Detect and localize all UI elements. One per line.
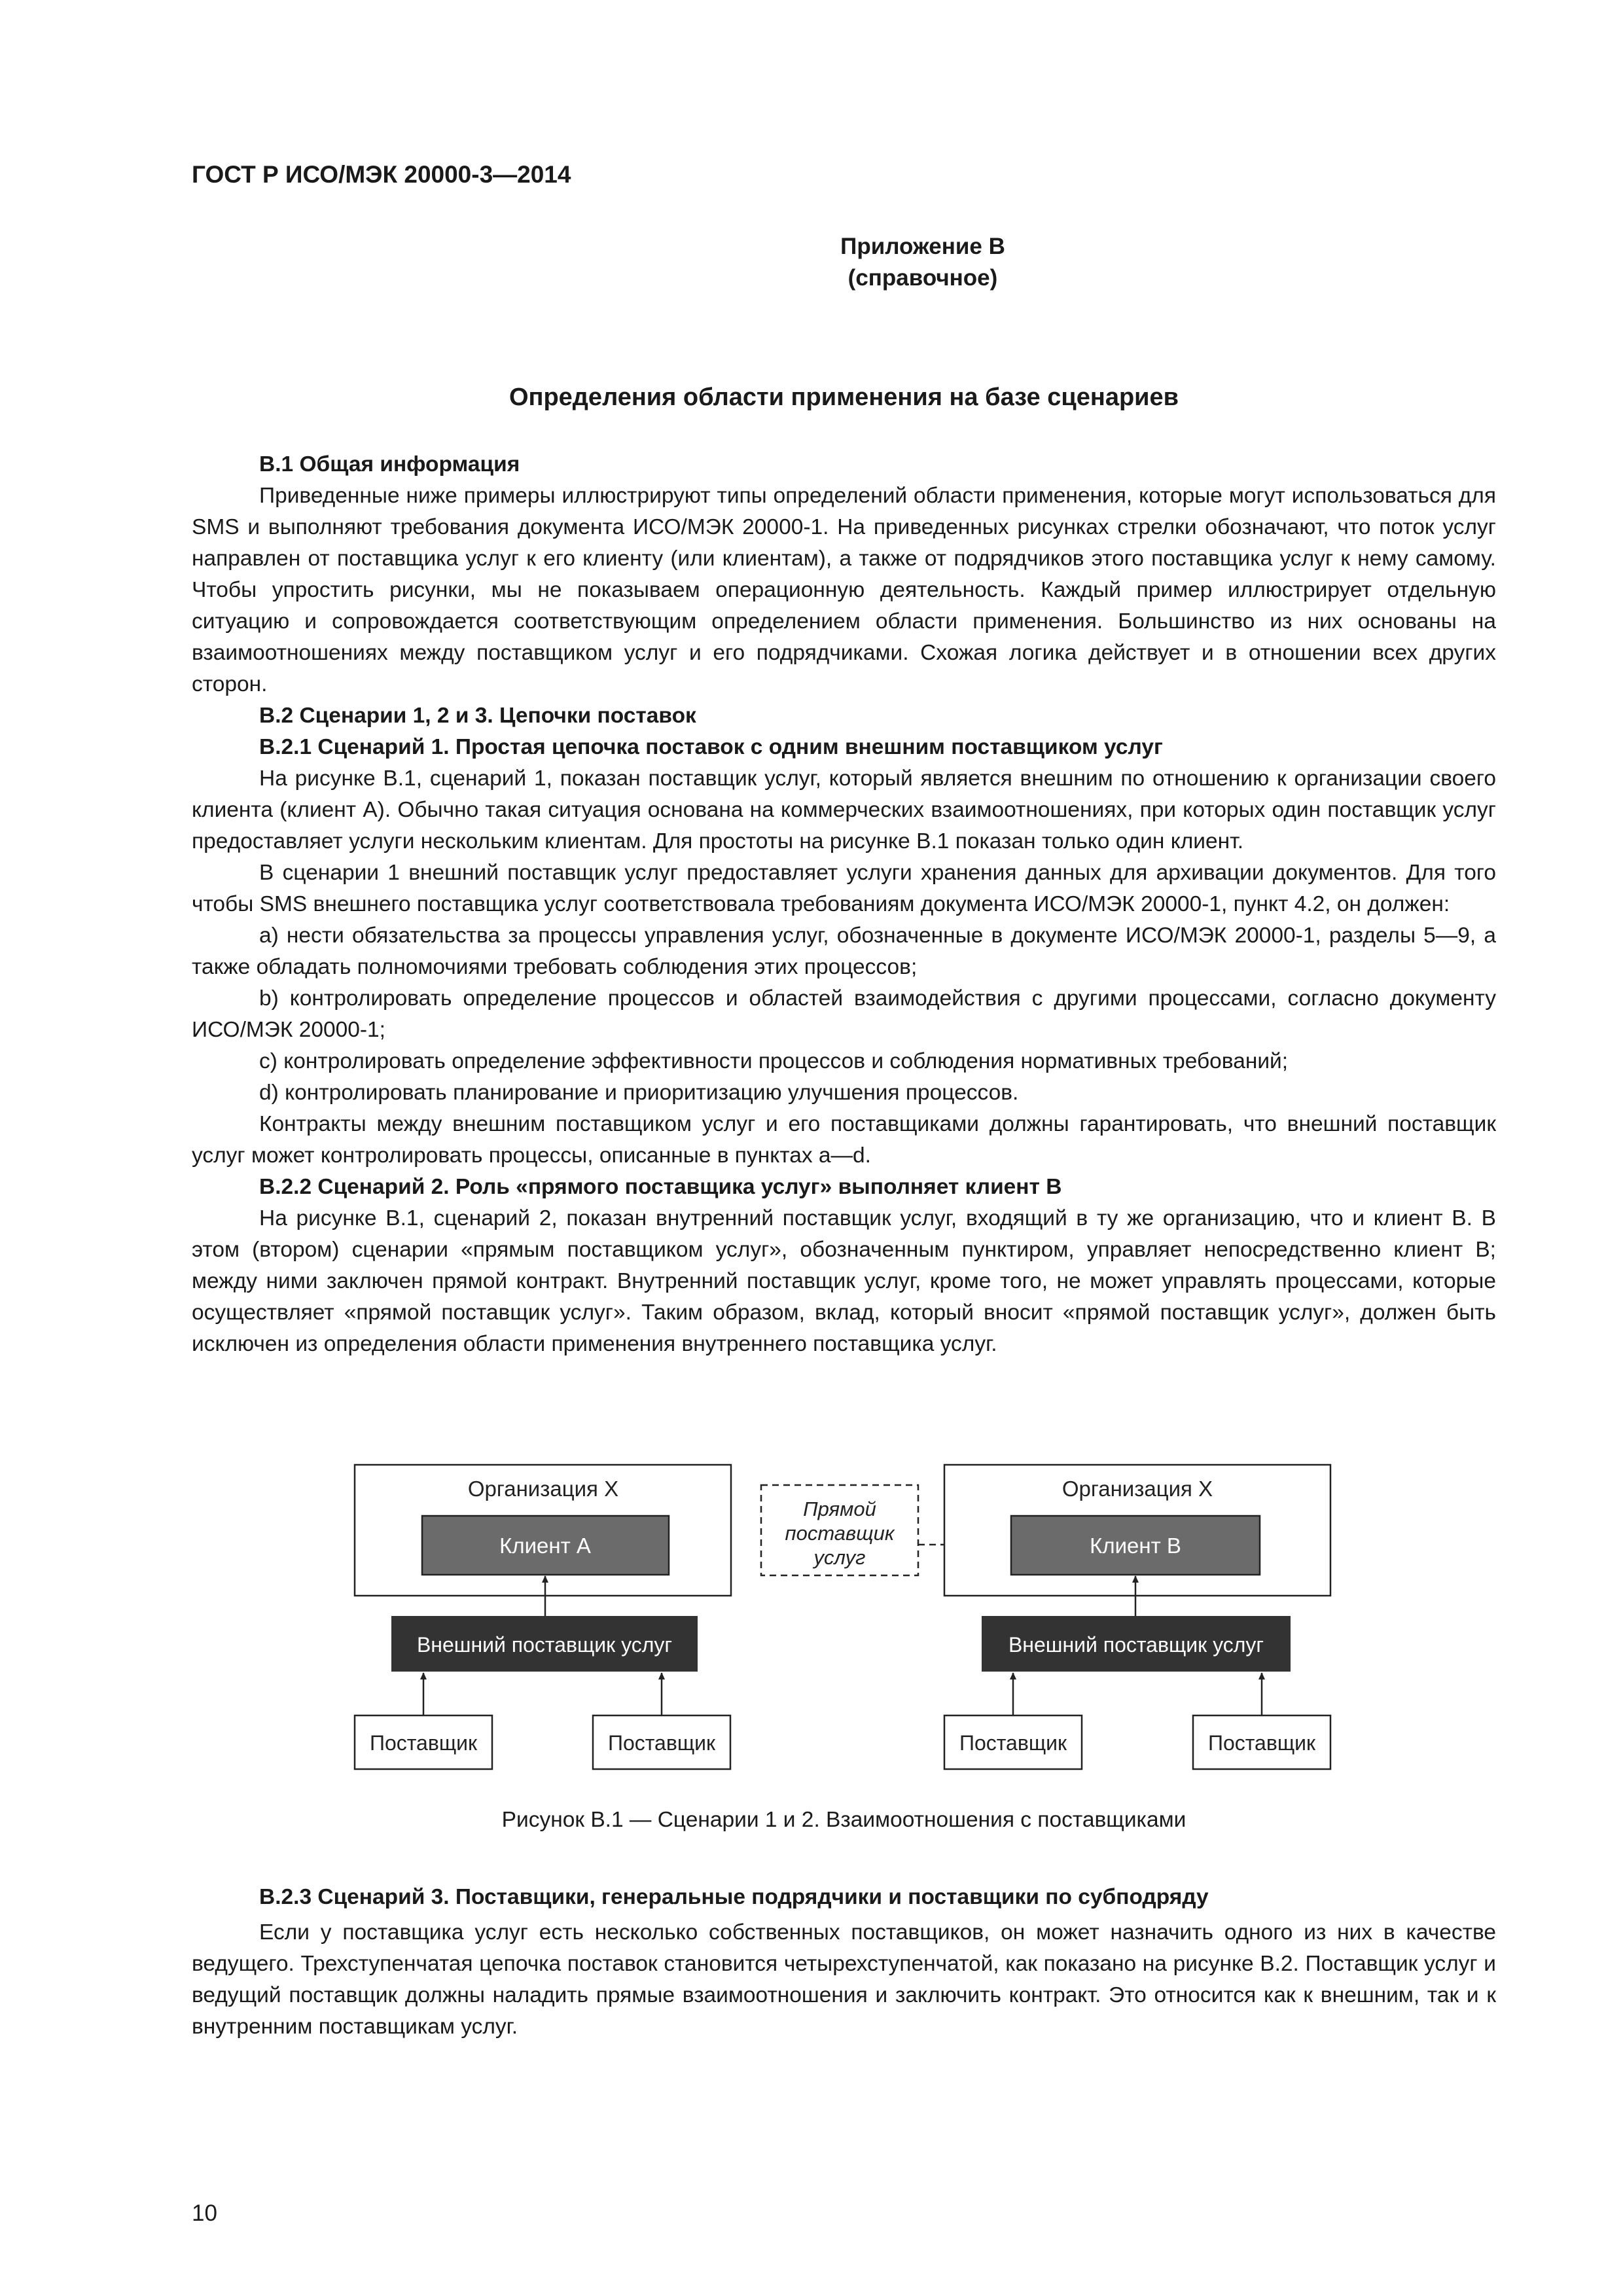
annex-title: Приложение В [840,234,1005,259]
section-b23-heading: В.2.3 Сценарий 3. Поставщики, генеральные подрядчики и поставщики по субподряду [259,1885,1209,1909]
left-supplier-1-label: Поставщик [369,1731,478,1755]
body-upper [192,449,1496,1360]
body-lower [192,1882,1496,2043]
section-b1-paragraph: Приведенные ниже примеры иллюстрируют типы определений области применения, которые могут использоваться для SMS и выполняют требования документа ИСО/МЭК 20000-1. На приведенных рисунках стрелки обозначают, что поток услуг направлен от поставщика услуг к его клиенту (или клиентам), а также от подрядчиков этого поставщика услуг к нему самому. Чтобы упростить рисунки, мы не показываем операционную деятельность. Каждый пример иллюстрирует отдельную ситуацию и сопровождается соответствующим определением области применения. Большинство из них основаны на взаимоотношениях между поставщиком услуг и его подрядчиками. Схожая логика действует и в отношении всех других сторон. [192,484,1496,696]
list-item-d: d) контролировать планирование и приоритизацию улучшения процессов. [259,1081,1019,1105]
direct-provider-label-line-2: поставщик [785,1522,895,1545]
right-supplier-1-label: Поставщик [959,1731,1067,1755]
scenario-diagram [347,1457,1342,1784]
list-item-b: b) контролировать определение процессов и областей взаимодействия с другими процессами, согласно документу ИСО/МЭК 20000-1; [192,986,1496,1042]
section-b21-heading: В.2.1 Сценарий 1. Простая цепочка поставок с одним внешним поставщиком услуг [259,735,1163,759]
list-item-a: а) нести обязательства за процессы управления услуг, обозначенные в документе ИСО/МЭК 20000-1, разделы 5—9, а также обладать полномочиями требовать соблюдения этих процессов; [192,924,1496,979]
right-client-label: Клиент В [1090,1534,1181,1558]
main-title: Определения области применения на базе сценариев [508,384,1179,411]
section-b22-paragraph: На рисунке В.1, сценарий 2, показан внутренний поставщик услуг, входящий в ту же организацию, что и клиент В. В этом (втором) сценарии «прямым поставщиком услуг», обозначенным пунктиром, управляет непосредственно клиент В; между ними заключен прямой контракт. Внутренний поставщик услуг, кроме того, не может управлять процессами, которые осуществляет «прямой поставщик услуг». Таким образом, вклад, который вносит «прямой поставщик услуг», должен быть исключен из определения области применения внутреннего поставщика услуг. [192,1206,1496,1356]
list-item-c: c) контролировать определение эффективности процессов и соблюдения нормативных требований; [259,1049,1289,1073]
left-organization-label: Организация X [467,1477,619,1501]
annex-subtitle: (справочное) [847,265,998,291]
section-b23-paragraph: Если у поставщика услуг есть несколько собственных поставщиков, он может назначить одного из них в качестве ведущего. Трехступенчатая цепочка поставок становится четырехступенчатой, как показано на рисунке В.2. Поставщик услуг и ведущий поставщик должны наладить прямые взаимоотношения и заключить контракт. Это относится как к внешним, так и к внутренним поставщикам услуг. [192,1920,1496,2039]
page-number: 10 [192,2200,217,2226]
section-b21-paragraph-2: В сценарии 1 внешний поставщик услуг предоставляет услуги хранения данных для архивации документов. Для того чтобы SMS внешнего поставщика услуг соответствовала требованиям документа ИСО/МЭК 20000-1, пункт 4.2, он должен: [192,861,1496,916]
section-b2-heading: В.2 Сценарии 1, 2 и 3. Цепочки поставок [259,704,696,728]
section-b22-heading: В.2.2 Сценарий 2. Роль «прямого поставщика услуг» выполняет клиент В [259,1175,1062,1199]
section-b21-paragraph-3: Контракты между внешним поставщиком услуг и его поставщиками должны гарантировать, что внешний поставщик услуг может контролировать процессы, описанные в пунктах а—d. [192,1112,1496,1168]
direct-provider-label-line-3: услуг [813,1546,866,1569]
figure-caption: Рисунок В.1 — Сценарии 1 и 2. Взаимоотношения с поставщиками [501,1808,1186,1832]
direct-provider-label-line-1: Прямой [803,1498,876,1520]
right-organization-label: Организация X [1061,1477,1213,1501]
left-provider-label: Внешний поставщик услуг [416,1633,673,1657]
left-supplier-2-label: Поставщик [607,1731,716,1755]
left-client-label: Клиент А [499,1534,591,1558]
section-b21-paragraph-1: На рисунке В.1, сценарий 1, показан поставщик услуг, который является внешним по отношению к организации своего клиента (клиент А). Обычно такая ситуация основана на коммерческих взаимоотношениях, при которых один поставщик услуг предоставляет услуги нескольким клиентам. Для простоты на рисунке В.1 показан только один клиент. [192,766,1496,853]
right-provider-label: Внешний поставщик услуг [1008,1633,1264,1657]
section-b1-heading: В.1 Общая информация [259,452,520,476]
right-supplier-2-label: Поставщик [1207,1731,1316,1755]
document-header: ГОСТ Р ИСО/МЭК 20000-3—2014 [192,161,571,188]
